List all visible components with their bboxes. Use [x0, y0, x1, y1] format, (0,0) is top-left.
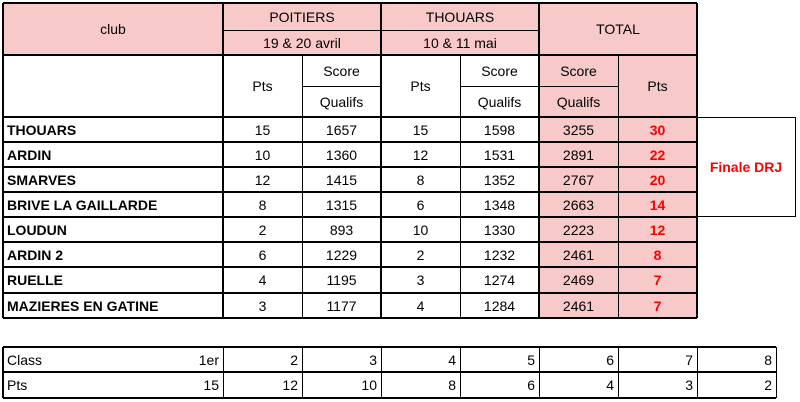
total-pts: 30	[618, 117, 697, 142]
poitiers-pts: 3	[258, 297, 267, 314]
club-subheader-empty	[3, 55, 223, 117]
grid-line	[3, 317, 697, 319]
thouars-score: 1232	[483, 246, 516, 263]
grid-line	[3, 2, 697, 4]
poitiers-score: 1360	[325, 146, 358, 163]
poitiers-pts-header: Pts	[252, 78, 273, 94]
grid-line	[3, 371, 776, 373]
grid-line	[538, 3, 540, 318]
club-name: THOUARS	[7, 121, 77, 138]
poitiers-score: 1229	[325, 246, 358, 263]
thouars-pts: 2	[416, 246, 425, 263]
total-score: 2223	[539, 217, 618, 242]
finale-drj-label: Finale DRJ	[697, 117, 796, 217]
poitiers-score: 1315	[325, 196, 358, 213]
club-header: club	[3, 3, 223, 55]
thouars-score: 1598	[483, 121, 516, 138]
grid-line	[222, 3, 224, 318]
grid-line	[618, 347, 619, 398]
club-name: MAZIERES EN GATINE	[7, 297, 159, 314]
class-value: 3	[369, 351, 377, 368]
club-name: LOUDUN	[7, 221, 67, 238]
poitiers-score: 1657	[325, 121, 358, 138]
total-score: 2663	[539, 192, 618, 217]
club-name: SMARVES	[7, 171, 76, 188]
total-score: 2461	[539, 293, 618, 318]
class-value: 8	[764, 351, 772, 368]
thouars-score-header: Score	[481, 62, 518, 79]
thouars-qualifs-header: Qualifs	[477, 93, 522, 110]
thouars-score: 1352	[483, 171, 516, 188]
poitiers-pts: 6	[258, 246, 267, 263]
total-pts: 8	[618, 242, 697, 267]
grid-line	[3, 397, 776, 399]
grid-line	[3, 216, 697, 218]
total-pts: 12	[618, 217, 697, 242]
points-value: 6	[527, 377, 535, 393]
total-pts: 22	[618, 142, 697, 167]
class-value: 7	[685, 351, 693, 368]
thouars-pts: 15	[412, 121, 429, 138]
poitiers-score: 1195	[326, 272, 357, 288]
class-value: 5	[527, 351, 535, 368]
grid-line	[381, 347, 382, 398]
points-value: 4	[606, 377, 614, 393]
grid-line	[697, 347, 698, 398]
thouars-pts-header: Pts	[410, 78, 431, 94]
grid-line	[302, 347, 303, 398]
class-value: 4	[448, 351, 456, 368]
poitiers-pts: 15	[254, 121, 271, 138]
club-name: RUELLE	[7, 272, 63, 288]
poitiers-score: 1415	[325, 171, 358, 188]
poitiers-score-header: Score	[323, 62, 360, 79]
club-name: BRIVE LA GAILLARDE	[7, 196, 158, 213]
grid-line	[618, 55, 619, 318]
thouars-pts: 10	[412, 221, 429, 238]
grid-line	[3, 116, 697, 118]
points-value: 8	[448, 377, 456, 393]
points-value: 3	[685, 377, 693, 393]
total-pts: 7	[618, 293, 697, 318]
poitiers-pts: 12	[254, 171, 271, 188]
grid-line	[460, 347, 461, 398]
total-score: 3255	[539, 117, 618, 142]
poitiers-pts: 4	[258, 272, 267, 288]
grid-line	[3, 191, 697, 193]
grid-line	[3, 166, 697, 168]
total-score-header: Score	[539, 55, 618, 86]
grid-line	[223, 347, 224, 398]
poitiers-dates: 19 & 20 avril	[223, 30, 381, 55]
thouars-pts: 8	[416, 171, 425, 188]
thouars-score: 1348	[483, 196, 516, 213]
total-header: TOTAL	[539, 3, 697, 55]
points-value: 12	[282, 377, 298, 393]
thouars-header: THOUARS	[381, 3, 539, 30]
total-pts: 7	[618, 267, 697, 293]
total-score: 2469	[539, 267, 618, 293]
grid-line	[380, 3, 382, 318]
grid-line	[2, 3, 4, 318]
total-score: 2891	[539, 142, 618, 167]
grid-line	[3, 54, 697, 56]
thouars-score: 1284	[483, 297, 516, 314]
thouars-score: 1274	[483, 272, 516, 288]
grid-line	[3, 292, 697, 294]
grid-line	[302, 55, 303, 318]
thouars-pts: 3	[416, 272, 425, 288]
grid-line	[539, 347, 540, 398]
poitiers-pts: 8	[258, 196, 267, 213]
total-pts-header: Pts	[618, 55, 697, 117]
thouars-pts: 6	[416, 196, 425, 213]
thouars-score: 1531	[483, 146, 516, 163]
total-qualifs-header: Qualifs	[539, 86, 618, 117]
poitiers-pts: 2	[258, 221, 267, 238]
poitiers-header: POITIERS	[223, 3, 381, 30]
total-pts: 20	[618, 167, 697, 192]
class-value: 2	[290, 351, 298, 368]
total-pts: 14	[618, 192, 697, 217]
thouars-pts: 4	[416, 297, 425, 314]
thouars-dates: 10 & 11 mai	[381, 30, 539, 55]
points-value: 10	[361, 377, 377, 393]
grid-line	[3, 141, 697, 143]
poitiers-score: 1177	[326, 297, 357, 314]
grid-line	[2, 347, 4, 398]
class-value: 1er	[198, 351, 219, 368]
poitiers-pts: 10	[254, 146, 271, 163]
thouars-pts: 12	[412, 146, 429, 163]
grid-line	[776, 347, 777, 398]
class-value: 6	[606, 351, 614, 368]
club-name: ARDIN 2	[7, 246, 64, 263]
club-name: ARDIN	[7, 146, 52, 163]
points-label: Pts	[7, 377, 28, 393]
total-score: 2767	[539, 167, 618, 192]
total-score: 2461	[539, 242, 618, 267]
grid-line	[3, 266, 697, 268]
grid-line	[302, 86, 381, 87]
points-value: 2	[764, 377, 772, 393]
thouars-score: 1330	[483, 221, 516, 238]
class-label: Class	[7, 351, 43, 368]
grid-line	[3, 346, 776, 348]
poitiers-score: 893	[329, 221, 354, 238]
points-value: 15	[203, 377, 219, 393]
grid-line	[460, 55, 461, 318]
poitiers-qualifs-header: Qualifs	[319, 93, 364, 110]
grid-line	[3, 241, 697, 243]
